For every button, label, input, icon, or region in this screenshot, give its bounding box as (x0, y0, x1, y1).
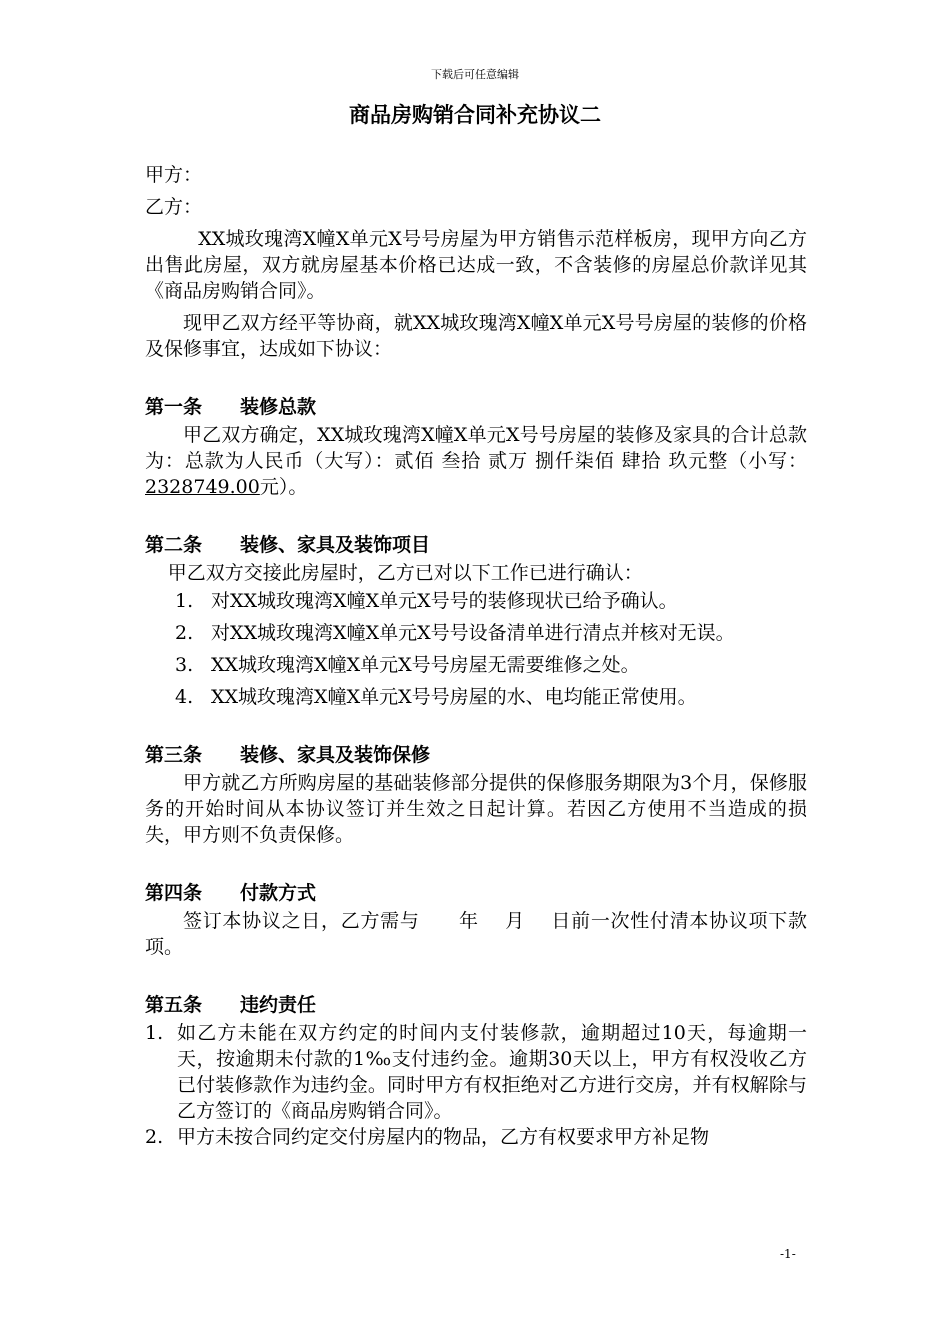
list-item-text: XX城玫瑰湾X幢X单元X号号房屋的水、电均能正常使用。 (211, 686, 697, 708)
article-2-heading (145, 532, 807, 558)
article-1-name: 装修总款 (240, 396, 317, 418)
list-item-number: 2. (175, 622, 194, 644)
header-note: 下载后可任意编辑 (431, 68, 519, 81)
list-item-text: 甲方未按合同约定交付房屋内的物品，乙方有权要求甲方补足物 (177, 1126, 710, 1148)
document-body (145, 162, 807, 1150)
list-item (145, 1020, 807, 1124)
list-item (175, 620, 807, 646)
article-4-number: 第四条 (145, 882, 203, 904)
article-5-list (145, 1020, 807, 1150)
page-number: -1- (780, 1247, 796, 1261)
list-item (145, 1124, 807, 1150)
article-3-text: 甲方就乙方所购房屋的基础装修部分提供的保修服务期限为3个月，保修服务的开始时间从本协议签订并生效之日起计算。若因乙方使用不当造成的损失，甲方则不负责保修。 (145, 772, 807, 846)
article-2-list (145, 588, 807, 710)
intro-paragraph-1: XX城玫瑰湾X幢X单元X号号房屋为甲方销售示范样板房，现甲方向乙方出售此房屋，双方就房屋基本价格已达成一致，不含装修的房屋总价款详见其《商品房购销合同》。 (145, 228, 807, 302)
article-5-name: 违约责任 (240, 994, 317, 1016)
article-3-heading (145, 742, 807, 768)
article-1-amount: 2328749.00 (145, 476, 260, 498)
article-1-heading (145, 394, 807, 420)
list-item (175, 684, 807, 710)
document-title: 商品房购销合同补充协议二 (349, 103, 601, 127)
party-b-label: 乙方： (145, 196, 203, 218)
list-item-number: 4. (175, 686, 194, 708)
article-1-text-before: 甲乙双方确定，XX城玫瑰湾X幢X单元X号号房屋的装修及家具的合计总款为：总款为人民币（大写）：贰佰 叁拾 贰万 捌仟柒佰 肆拾 玖元整（小写： (145, 424, 807, 472)
article-4-name: 付款方式 (240, 882, 317, 904)
list-item-number: 1. (175, 590, 194, 612)
list-item (175, 588, 807, 614)
article-4-text: 签订本协议之日，乙方需与 年 月 日前一次性付清本协议项下款项。 (145, 910, 807, 958)
party-a-label: 甲方： (145, 164, 203, 186)
article-4-heading (145, 880, 807, 906)
article-2-name: 装修、家具及装饰项目 (240, 534, 431, 556)
article-2-lead: 甲乙双方交接此房屋时，乙方已对以下工作已进行确认： (167, 562, 643, 584)
list-item-text: XX城玫瑰湾X幢X单元X号号房屋无需要维修之处。 (211, 654, 640, 676)
article-1-text (145, 422, 807, 500)
intro-paragraph-2: 现甲乙双方经平等协商，就XX城玫瑰湾X幢X单元X号号房屋的装修的价格及保修事宜，达成如下协议： (145, 312, 807, 360)
article-5-heading (145, 992, 807, 1018)
article-5-number: 第五条 (145, 994, 203, 1016)
article-1-text-after: 元）。 (259, 476, 308, 498)
article-1-number: 第一条 (145, 396, 203, 418)
list-item-number: 1. (145, 1022, 164, 1044)
article-3-name: 装修、家具及装饰保修 (240, 744, 431, 766)
list-item-number: 3. (175, 654, 194, 676)
list-item-number: 2. (145, 1126, 164, 1148)
list-item (175, 652, 807, 678)
list-item-text: 对XX城玫瑰湾X幢X单元X号号设备清单进行清点并核对无误。 (211, 622, 735, 644)
list-item-text: 如乙方未能在双方约定的时间内支付装修款，逾期超过10天，每逾期一天，按逾期未付款的1‰支付违约金。逾期30天以上，甲方有权没收乙方已付装修款作为违约金。同时甲方有权拒绝对乙方进行交房，并有权解除与乙方签订的《商品房购销合同》。 (177, 1022, 807, 1122)
article-3-number: 第三条 (145, 744, 203, 766)
list-item-text: 对XX城玫瑰湾X幢X单元X号号的装修现状已给予确认。 (211, 590, 678, 612)
article-2-number: 第二条 (145, 534, 203, 556)
